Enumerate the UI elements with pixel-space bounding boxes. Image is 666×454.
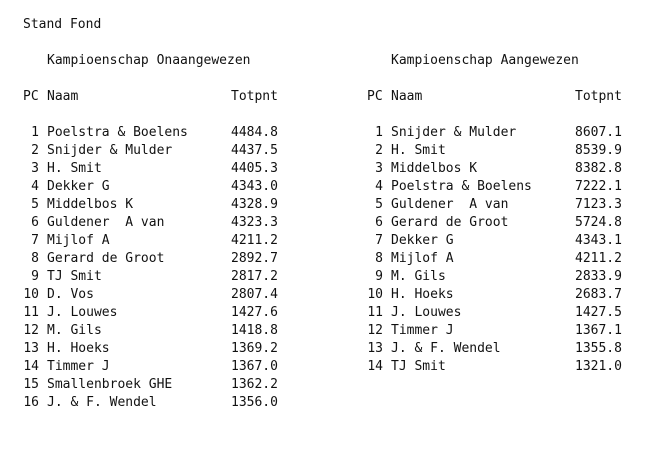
rank-cell: 2: [31, 143, 39, 158]
total-cell: 4343.1: [575, 233, 622, 248]
total-cell: 2683.7: [575, 287, 622, 302]
right-header-pc: PC: [367, 89, 383, 104]
rank-cell: 13: [23, 341, 39, 356]
total-cell: 7222.1: [575, 179, 622, 194]
table-row: [0, 142, 666, 160]
total-cell: 2892.7: [231, 251, 278, 266]
total-cell: 4437.5: [231, 143, 278, 158]
total-cell: 5724.8: [575, 215, 622, 230]
table-row: [0, 376, 666, 394]
total-cell: 8382.8: [575, 161, 622, 176]
total-cell: 4211.2: [575, 251, 622, 266]
name-cell: Poelstra & Boelens: [47, 125, 188, 140]
rank-cell: 6: [375, 215, 383, 230]
total-cell: 8539.9: [575, 143, 622, 158]
total-cell: 2833.9: [575, 269, 622, 284]
rank-cell: 13: [367, 341, 383, 356]
total-cell: 1356.0: [231, 395, 278, 410]
table-row: [0, 232, 666, 250]
rank-cell: 16: [23, 395, 39, 410]
total-cell: 4343.0: [231, 179, 278, 194]
name-cell: Gerard de Groot: [47, 251, 165, 266]
total-cell: 1427.6: [231, 305, 278, 320]
name-cell: H. Smit: [47, 161, 102, 176]
rank-cell: 3: [31, 161, 39, 176]
name-cell: J. & F. Wendel: [391, 341, 501, 356]
rank-cell: 14: [367, 359, 383, 374]
rank-cell: 2: [375, 143, 383, 158]
name-cell: H. Hoeks: [391, 287, 454, 302]
name-cell: D. Vos: [47, 287, 94, 302]
left-header-total: Totpnt: [231, 89, 278, 104]
name-cell: M. Gils: [391, 269, 446, 284]
name-cell: Dekker G: [391, 233, 454, 248]
total-cell: 1355.8: [575, 341, 622, 356]
left-header-pc: PC: [23, 89, 39, 104]
rank-cell: 4: [31, 179, 39, 194]
total-cell: 1367.1: [575, 323, 622, 338]
rank-cell: 7: [375, 233, 383, 248]
rank-cell: 12: [23, 323, 39, 338]
rank-cell: 11: [23, 305, 39, 320]
total-cell: 8607.1: [575, 125, 622, 140]
rank-cell: 1: [31, 125, 39, 140]
name-cell: Gerard de Groot: [391, 215, 509, 230]
rank-cell: 12: [367, 323, 383, 338]
page-title: Stand Fond: [23, 17, 102, 32]
name-cell: J. & F. Wendel: [47, 395, 157, 410]
name-cell: H. Hoeks: [47, 341, 110, 356]
total-cell: 4405.3: [231, 161, 278, 176]
name-cell: Middelbos K: [47, 197, 134, 212]
total-cell: 1369.2: [231, 341, 278, 356]
rank-cell: 9: [31, 269, 39, 284]
total-cell: 1418.8: [231, 323, 278, 338]
rank-cell: 14: [23, 359, 39, 374]
right-header-total: Totpnt: [575, 89, 622, 104]
name-cell: Mijlof A: [391, 251, 454, 266]
total-cell: 1321.0: [575, 359, 622, 374]
table-row: [0, 322, 666, 340]
name-cell: Dekker G: [47, 179, 110, 194]
rank-cell: 9: [375, 269, 383, 284]
table-row: [0, 124, 666, 142]
table-row: [0, 268, 666, 286]
name-cell: M. Gils: [47, 323, 102, 338]
name-cell: TJ Smit: [391, 359, 446, 374]
rank-cell: 6: [31, 215, 39, 230]
rank-cell: 3: [375, 161, 383, 176]
total-cell: 4211.2: [231, 233, 278, 248]
right-section-title: Kampioenschap Aangewezen: [391, 53, 579, 68]
total-cell: 2807.4: [231, 287, 278, 302]
table-row: [0, 304, 666, 322]
table-row: [0, 196, 666, 214]
table-row: [0, 340, 666, 358]
name-cell: J. Louwes: [391, 305, 462, 320]
total-cell: 4323.3: [231, 215, 278, 230]
total-cell: 7123.3: [575, 197, 622, 212]
table-row: [0, 214, 666, 232]
total-cell: 2817.2: [231, 269, 278, 284]
total-cell: 4484.8: [231, 125, 278, 140]
name-cell: Snijder & Mulder: [47, 143, 173, 158]
total-cell: 1362.2: [231, 377, 278, 392]
rank-cell: 1: [375, 125, 383, 140]
rank-cell: 5: [31, 197, 39, 212]
name-cell: Guldener A van: [391, 197, 509, 212]
rank-cell: 8: [375, 251, 383, 266]
right-header-name: Naam: [391, 89, 423, 104]
name-cell: Smallenbroek GHE: [47, 377, 173, 392]
rank-cell: 4: [375, 179, 383, 194]
name-cell: Middelbos K: [391, 161, 478, 176]
rank-cell: 11: [367, 305, 383, 320]
name-cell: Mijlof A: [47, 233, 110, 248]
table-row: [0, 394, 666, 412]
rank-cell: 8: [31, 251, 39, 266]
table-row: [0, 178, 666, 196]
name-cell: Guldener A van: [47, 215, 165, 230]
name-cell: H. Smit: [391, 143, 446, 158]
rank-cell: 5: [375, 197, 383, 212]
name-cell: Timmer J: [391, 323, 454, 338]
rank-cell: 10: [23, 287, 39, 302]
name-cell: Poelstra & Boelens: [391, 179, 532, 194]
rank-cell: 10: [367, 287, 383, 302]
total-cell: 4328.9: [231, 197, 278, 212]
rank-cell: 7: [31, 233, 39, 248]
table-row: [0, 160, 666, 178]
left-header-name: Naam: [47, 89, 79, 104]
rank-cell: 15: [23, 377, 39, 392]
name-cell: Snijder & Mulder: [391, 125, 517, 140]
total-cell: 1367.0: [231, 359, 278, 374]
name-cell: Timmer J: [47, 359, 110, 374]
table-row: [0, 358, 666, 376]
total-cell: 1427.5: [575, 305, 622, 320]
name-cell: J. Louwes: [47, 305, 118, 320]
table-row: [0, 250, 666, 268]
name-cell: TJ Smit: [47, 269, 102, 284]
table-row: [0, 286, 666, 304]
left-section-title: Kampioenschap Onaangewezen: [47, 53, 251, 68]
